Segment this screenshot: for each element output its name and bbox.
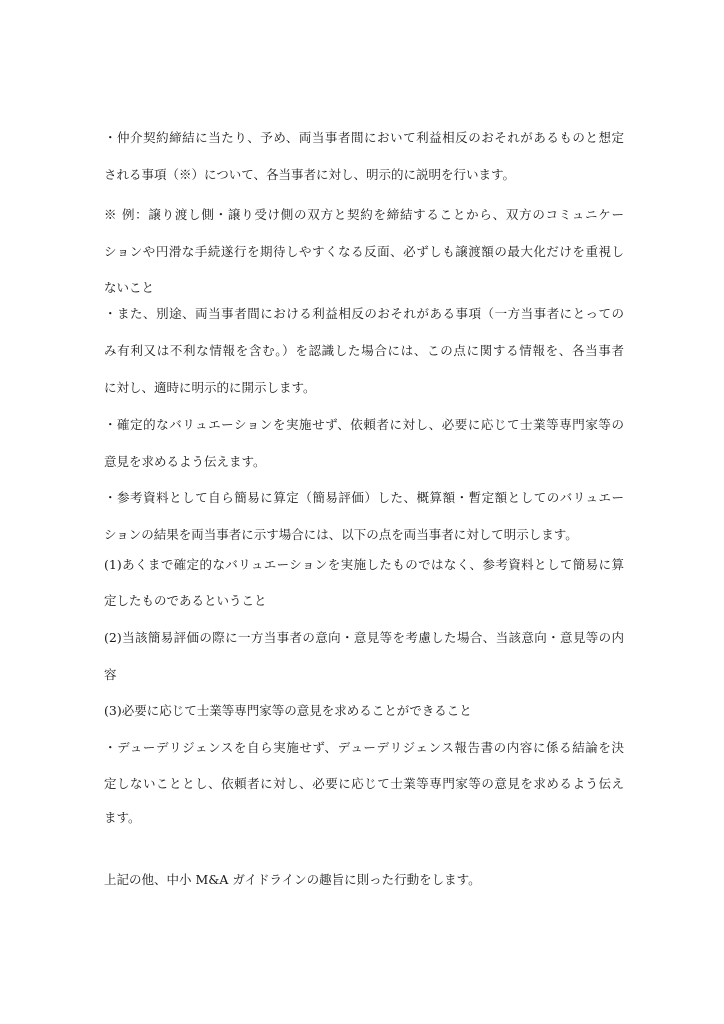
text-line-10: 意見を求めるよう伝えます。 [104, 454, 266, 469]
text-line-4: ションや円滑な手続遂行を期待しやすくなる反面、必ずしも譲渡額の最大化だけを重視し [104, 244, 624, 259]
text-line-16: 容 [104, 667, 117, 682]
text-line-1: ・仲介契約締結に当たり、予め、両当事者間において利益相反のおそれがあるものと想定 [104, 130, 624, 145]
text-line-19: 定しないこととし、依頼者に対し、必要に応じて士業等専門家等の意見を求めるよう伝え [104, 776, 624, 791]
text-line-3: ※ 例：譲り渡し側・譲り受け側の双方と契約を締結することから、双方のコミュニケー [104, 207, 624, 222]
text-line-9: ・確定的なバリュエーションを実施せず、依頼者に対し、必要に応じて士業等専門家等の [104, 417, 624, 432]
text-line-20: ます。 [104, 810, 141, 825]
text-line-11: ・参考資料として自ら簡易に算定（簡易評価）した、概算額・暫定額としてのバリュエー [104, 490, 624, 505]
text-line-14: 定したものであるということ [104, 593, 267, 608]
text-line-12: ションの結果を両当事者に示す場合には、以下の点を両当事者に対して明示します。 [104, 527, 578, 542]
closing-statement: 上記の他、中小 M&A ガイドラインの趣旨に則った行動をします。 [104, 872, 481, 887]
text-line-5: ないこと [104, 280, 155, 295]
text-line-2: される事項（※）について、各当事者に対し、明示的に説明を行います。 [104, 167, 516, 182]
text-line-13: (1)あくまで確定的なバリュエーションを実施したものではなく、参考資料として簡易に算 [104, 557, 624, 572]
text-line-8: に対し、適時に明示的に開示します。 [104, 380, 316, 395]
text-line-17: (3)必要に応じて士業等専門家等の意見を求めることができること [104, 703, 472, 718]
text-line-6: ・また、別途、両当事者間における利益相反のおそれがある事項（一方当事者にとっての [104, 306, 624, 321]
text-line-15: (2)当該簡易評価の際に一方当事者の意向・意見等を考慮した場合、当該意向・意見等の内 [104, 630, 624, 645]
text-line-7: み有利又は不利な情報を含む。）を認識した場合には、この点に関する情報を、各当事者 [104, 343, 624, 358]
text-line-18: ・デューデリジェンスを自ら実施せず、デューデリジェンス報告書の内容に係る結論を決 [104, 740, 624, 755]
